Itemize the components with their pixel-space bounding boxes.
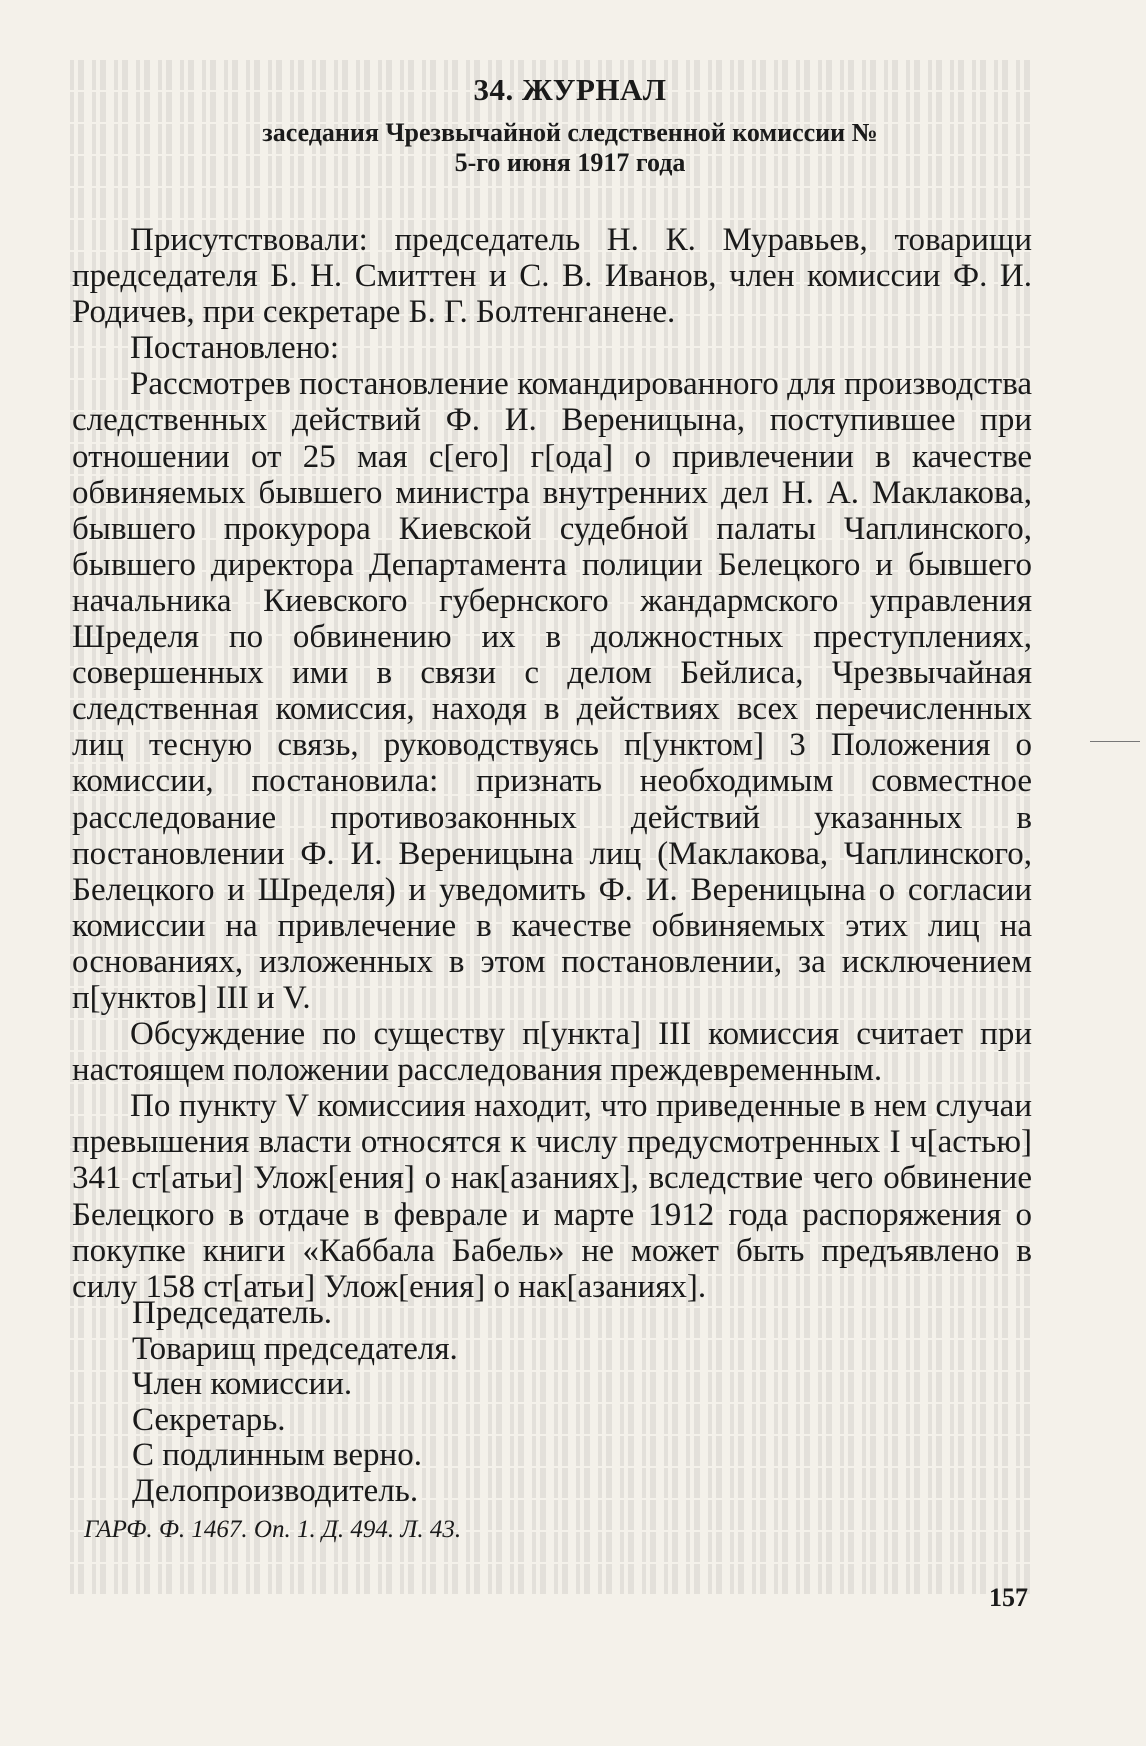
archive-reference: ГАРФ. Ф. 1467. Оп. 1. Д. 494. Л. 43.	[84, 1516, 462, 1543]
paragraph-point-five: По пункту V комиссиия находит, что приведенные в нем случаи превышения власти относятся к числу предусмотренных I ч[астью] 341 ст[атьи] Улож[ения] о нак[азаниях], вследствие чего обвинение Белецкого в отдаче в феврале и марте 1912 года распоряжения о покупке книги «Каббала Бабель» не может быть предъявлено в силу 158 ст[атьи] Улож[ения] о нак[азаниях].	[72, 1088, 1032, 1305]
margin-mark	[1090, 741, 1140, 742]
signature-certified: С подлинным верно.	[132, 1437, 422, 1473]
document-date: 5-го июня 1917 года	[454, 148, 686, 177]
signature-block	[132, 1296, 458, 1509]
paragraph-point-three: Обсуждение по существу п[ункта] III комиссия считает при настоящем положении расследования преждевременным.	[72, 1016, 1032, 1089]
signature-secretary: Секретарь.	[132, 1401, 286, 1438]
signature-chairman: Председатель.	[132, 1295, 333, 1331]
paragraph-resolved: Постановлено:	[130, 330, 340, 367]
page-number: 157	[989, 1583, 1028, 1612]
signature-member: Член комиссии.	[132, 1366, 353, 1402]
document-body	[72, 222, 1032, 1305]
signature-deputy-chairman: Товарищ председателя.	[132, 1330, 458, 1367]
paragraph-attendees: Присутствовали: председатель Н. К. Муравьев, товарищи председателя Б. Н. Смиттен и С. В. Иванов, член комиссии Ф. И. Родичев, при секретаре Б. Г. Болтенганене.	[72, 222, 1032, 331]
document-title: 34. ЖУРНАЛ	[473, 72, 667, 107]
document-subtitle: заседания Чрезвычайной следственной комиссии №	[262, 118, 878, 147]
signature-clerk: Делопроизводитель.	[132, 1472, 419, 1509]
paragraph-main-resolution: Рассмотрев постановление командированного для производства следственных действий Ф. И. Вереницына, поступившее при отношении от 25 мая с[его] г[ода] о привлечении в качестве обвиняемых бывшего министра внутренних дел Н. А. Маклакова, бывшего прокурора Киевской судебной палаты Чаплинского, бывшего директора Департамента полиции Белецкого и бывшего начальника Киевского губернского жандармского управления Шределя по обвинению их в должностных преступлениях, совершенных ими в связи с делом Бейлиса, Чрезвычайная следственная комиссия, находя в действиях всех перечисленных лиц тесную связь, руководствуясь п[унктом] 3 Положения о комиссии, постановила: признать необходимым совместное расследование противозаконных действий указанных в постановлении Ф. И. Вереницына лиц (Маклакова, Чаплинского, Белецкого и Шределя) и уведомить Ф. И. Вереницына о согласии комиссии на привлечение в качестве обвиняемых этих лиц на основаниях, изложенных в этом постановлении, за исключением п[унктов] III и V.	[72, 366, 1032, 1016]
